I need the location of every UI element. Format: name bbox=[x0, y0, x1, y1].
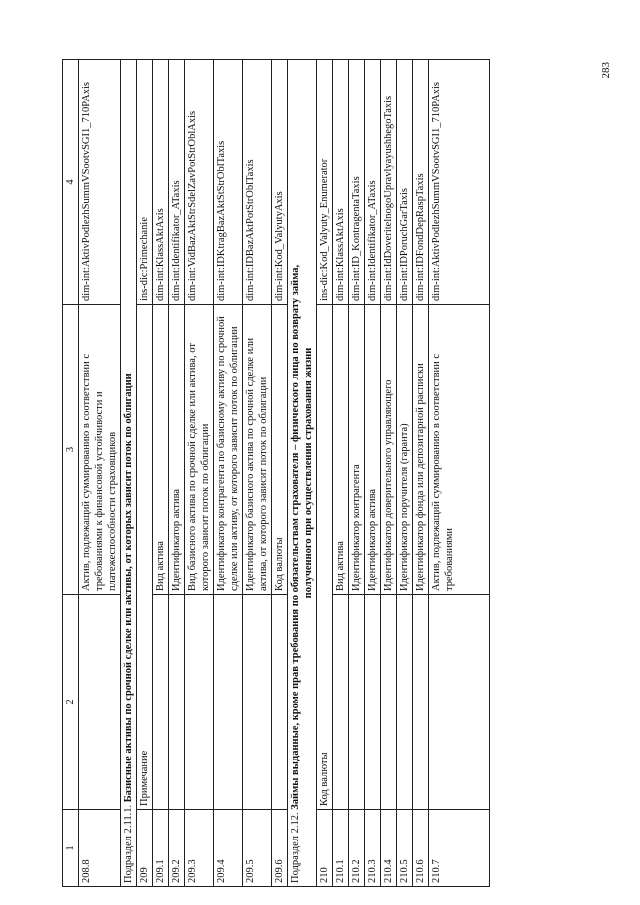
table-row bbox=[413, 60, 429, 887]
row-group bbox=[333, 595, 349, 810]
row-group bbox=[272, 595, 288, 810]
table-row bbox=[153, 60, 169, 887]
row-dimension: dim-int:IDBazAktPotStrOblTaxis bbox=[243, 60, 272, 305]
row-number: 209.4 bbox=[214, 810, 243, 887]
row-dimension: dim-int:AktivPodlezhSummVSootvSGI1_710PAxis bbox=[429, 60, 490, 305]
row-dimension: dim-int:Identifikator_ATaxis bbox=[365, 60, 381, 305]
column-number: 1 bbox=[63, 810, 79, 887]
row-group bbox=[79, 595, 121, 810]
row-number: 210 bbox=[317, 810, 333, 887]
column-number: 4 bbox=[63, 60, 79, 305]
row-number: 210.4 bbox=[381, 810, 397, 887]
row-group bbox=[429, 595, 490, 810]
row-dimension: dim-int:IdDoveritelnogoUpravlyayushhegoTaxis bbox=[381, 60, 397, 305]
row-description: Идентификатор контрагента bbox=[349, 305, 365, 595]
row-dimension: dim-int:AktivPodlezhSummVSootvSGI1_710PAxis bbox=[79, 60, 121, 305]
table-row bbox=[397, 60, 413, 887]
row-group bbox=[413, 595, 429, 810]
row-number: 209.2 bbox=[169, 810, 185, 887]
row-dimension: ins-dic:Primechanie bbox=[137, 60, 153, 305]
subsection-title-continued: полученного при осуществлении страхования жизни bbox=[303, 347, 314, 599]
row-dimension: dim-int:IDFondDepRaspTaxis bbox=[413, 60, 429, 305]
row-number: 210.6 bbox=[413, 810, 429, 887]
row-description: Идентификатор актива bbox=[365, 305, 381, 595]
row-description: Идентификатор фонда или депозитарной расписки bbox=[413, 305, 429, 595]
column-number: 3 bbox=[63, 305, 79, 595]
row-number: 209.1 bbox=[153, 810, 169, 887]
row-group bbox=[169, 595, 185, 810]
subsection-heading bbox=[288, 60, 317, 887]
row-dimension: dim-int:KlassAktAxis bbox=[333, 60, 349, 305]
row-dimension: dim-int:VidBazAktStrSdelZavPotStrOblAxis bbox=[185, 60, 214, 305]
row-group bbox=[214, 595, 243, 810]
row-number: 210.5 bbox=[397, 810, 413, 887]
data-table bbox=[62, 59, 490, 887]
row-description: Вид базисного актива по срочной сделке или актива, от которого зависит поток по облигации bbox=[185, 305, 214, 595]
table-row bbox=[272, 60, 288, 887]
row-description: Актив, подлежащий суммированию в соответствии с требованиями к финансовой устойчивости и платежеспособности страховщиков bbox=[79, 305, 121, 595]
row-number: 210.2 bbox=[349, 810, 365, 887]
row-number: 209.5 bbox=[243, 810, 272, 887]
row-description: Идентификатор контрагента по базисному активу по срочной сделке или активу, от которого зависит поток по облигации bbox=[214, 305, 243, 595]
table-row bbox=[214, 60, 243, 887]
table-row bbox=[317, 60, 333, 887]
row-label: Примечание bbox=[137, 305, 153, 810]
subsection-row bbox=[121, 60, 137, 887]
subsection-number: Подраздел 2.12. bbox=[290, 812, 301, 883]
column-number: 2 bbox=[63, 595, 79, 810]
column-number-row bbox=[63, 60, 79, 887]
row-number: 209 bbox=[137, 810, 153, 887]
row-number: 210.3 bbox=[365, 810, 381, 887]
row-number: 209.3 bbox=[185, 810, 214, 887]
row-group bbox=[381, 595, 397, 810]
row-dimension: ins-dic:Kod_Valyuty_Enumerator bbox=[317, 60, 333, 305]
table-row bbox=[365, 60, 381, 887]
row-number: 209.6 bbox=[272, 810, 288, 887]
subsection-row bbox=[288, 60, 317, 887]
table-row bbox=[79, 60, 121, 887]
row-group bbox=[185, 595, 214, 810]
row-group bbox=[397, 595, 413, 810]
row-group bbox=[153, 595, 169, 810]
row-dimension: dim-int:IDPoruchGarTaxis bbox=[397, 60, 413, 305]
row-description: Идентификатор поручителя (гаранта) bbox=[397, 305, 413, 595]
subsection-title: Займы выданные, кроме прав требования по обязательствам страхователя – физического лица по возврату займа, bbox=[290, 264, 301, 810]
row-description: Идентификатор базисного актива по срочной сделке или актива, от которого зависит поток по облигации bbox=[243, 305, 272, 595]
subsection-number: Подраздел 2.11.1. bbox=[123, 804, 134, 883]
row-description: Вид актива bbox=[153, 305, 169, 595]
row-description: Код валюты bbox=[272, 305, 288, 595]
row-group bbox=[243, 595, 272, 810]
row-number: 208.8 bbox=[79, 810, 121, 887]
table-row bbox=[243, 60, 272, 887]
table-row bbox=[429, 60, 490, 887]
row-dimension: dim-int:KlassAktAxis bbox=[153, 60, 169, 305]
row-label: Код валюты bbox=[317, 305, 333, 810]
row-number: 210.1 bbox=[333, 810, 349, 887]
table-row bbox=[333, 60, 349, 887]
table-row bbox=[381, 60, 397, 887]
subsection-heading bbox=[121, 60, 137, 887]
row-dimension: dim-int:ID_KontragentaTaxis bbox=[349, 60, 365, 305]
table-row bbox=[349, 60, 365, 887]
table-row bbox=[185, 60, 214, 887]
row-number: 210.7 bbox=[429, 810, 490, 887]
table-row bbox=[169, 60, 185, 887]
row-dimension: dim-int:Kod_ValyutyAxis bbox=[272, 60, 288, 305]
row-description: Вид актива bbox=[333, 305, 349, 595]
row-group bbox=[365, 595, 381, 810]
subsection-title: Базисные активы по срочной сделке или активы, от которых зависит поток по облигации bbox=[123, 373, 134, 803]
table-row bbox=[137, 60, 153, 887]
row-description: Идентификатор доверительного управляющего bbox=[381, 305, 397, 595]
page-number: 283 bbox=[600, 62, 612, 79]
table-body bbox=[63, 60, 490, 887]
row-description: Идентификатор актива bbox=[169, 305, 185, 595]
rotated-page bbox=[62, 60, 612, 887]
row-dimension: dim-int:IDKtragBazAktStStrOblTaxis bbox=[214, 60, 243, 305]
row-description: Актив, подлежащий суммированию в соответствии с требованиями bbox=[429, 305, 490, 595]
row-dimension: dim-int:Identifikator_ATaxis bbox=[169, 60, 185, 305]
row-group bbox=[349, 595, 365, 810]
